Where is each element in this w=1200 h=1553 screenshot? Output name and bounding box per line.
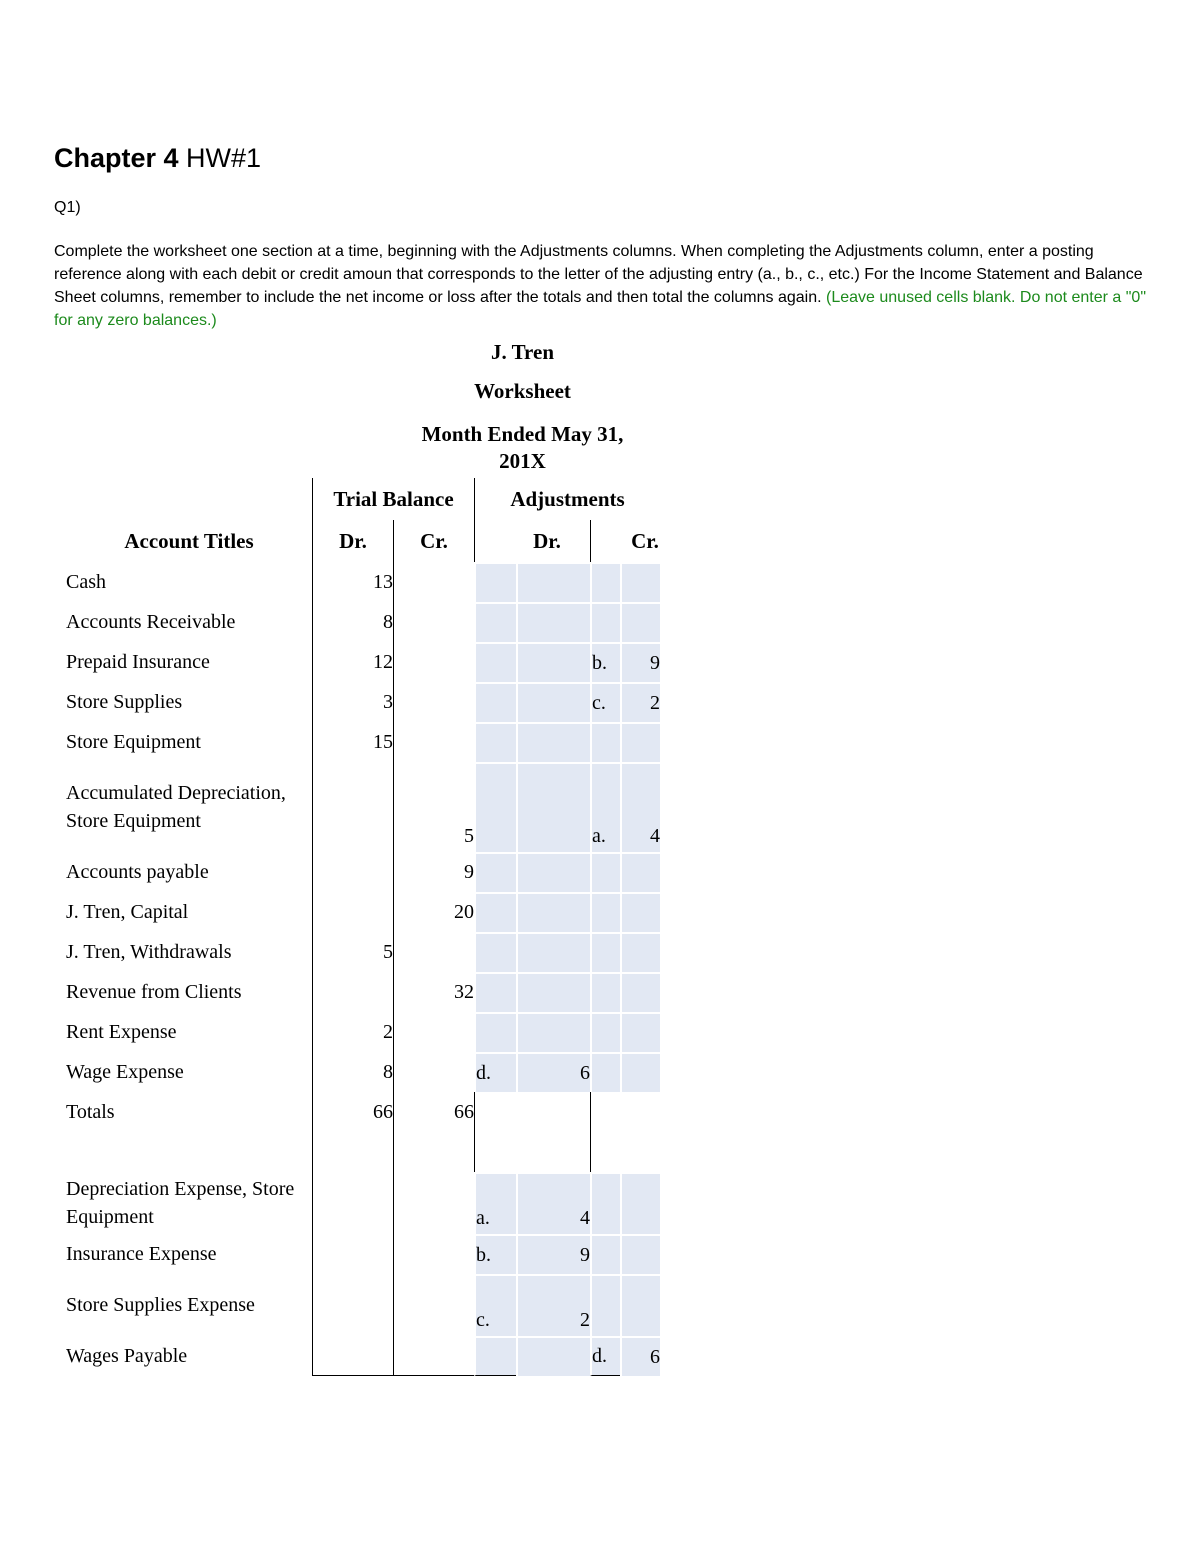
header-adj-cr: Cr. bbox=[590, 520, 660, 562]
adj-credit-amount-blank bbox=[620, 1092, 660, 1132]
adj-credit-ref-input[interactable] bbox=[590, 602, 620, 642]
account-title: Store Supplies bbox=[66, 691, 183, 713]
adj-credit-amount-input[interactable]: 2 bbox=[620, 682, 660, 722]
tb-credit: 5 bbox=[393, 762, 474, 852]
tb-credit bbox=[393, 932, 474, 972]
worksheet-row bbox=[66, 892, 660, 932]
adj-debit-amount-input[interactable] bbox=[516, 642, 590, 682]
adj-credit-ref-blank bbox=[590, 1092, 620, 1132]
adj-credit-ref-input[interactable]: d. bbox=[590, 1336, 620, 1376]
adj-debit-ref-input[interactable]: c. bbox=[474, 1274, 516, 1336]
account-title: Accounts payable bbox=[66, 861, 209, 883]
adj-credit-ref-input[interactable] bbox=[590, 972, 620, 1012]
adj-debit-amount-input[interactable] bbox=[516, 562, 590, 602]
worksheet-row bbox=[66, 1336, 660, 1376]
adj-credit-ref-input[interactable] bbox=[590, 722, 620, 762]
tb-debit bbox=[312, 1234, 393, 1274]
worksheet-period-line1: Month Ended May 31, bbox=[421, 422, 624, 446]
tb-credit bbox=[393, 682, 474, 722]
header-account-titles: Account Titles bbox=[124, 528, 254, 553]
tb-debit bbox=[312, 762, 393, 852]
tb-debit bbox=[312, 972, 393, 1012]
account-title: Depreciation Expense, Store Equipment bbox=[66, 1178, 295, 1228]
instructions bbox=[54, 240, 1164, 332]
adj-credit-amount-blank bbox=[620, 1132, 660, 1172]
adj-debit-ref-input[interactable] bbox=[474, 1336, 516, 1376]
adj-credit-amount-input[interactable] bbox=[620, 1172, 660, 1234]
worksheet-row bbox=[66, 852, 660, 892]
tb-debit: 8 bbox=[312, 602, 393, 642]
account-title: Wage Expense bbox=[66, 1061, 184, 1083]
tb-debit: 5 bbox=[312, 932, 393, 972]
adj-debit-amount-input[interactable] bbox=[516, 682, 590, 722]
adj-credit-amount-input[interactable] bbox=[620, 892, 660, 932]
adj-debit-ref-input[interactable] bbox=[474, 722, 516, 762]
tb-credit bbox=[393, 1132, 474, 1172]
adj-debit-ref-input[interactable] bbox=[474, 762, 516, 852]
adj-debit-amount-input[interactable]: 4 bbox=[516, 1172, 590, 1234]
account-title: Totals bbox=[66, 1101, 115, 1123]
account-title: Store Equipment bbox=[66, 731, 201, 753]
adj-credit-amount-input[interactable] bbox=[620, 1052, 660, 1092]
tb-debit: 8 bbox=[312, 1052, 393, 1092]
adj-debit-ref-input[interactable] bbox=[474, 562, 516, 602]
adj-debit-ref-input[interactable] bbox=[474, 852, 516, 892]
tb-debit bbox=[312, 1274, 393, 1336]
worksheet-period-line2: 201X bbox=[499, 449, 546, 473]
header-tb-dr: Dr. bbox=[312, 520, 393, 562]
adj-credit-amount-input[interactable] bbox=[620, 1012, 660, 1052]
account-title: Accounts Receivable bbox=[66, 611, 236, 633]
adj-debit-amount-input[interactable]: 2 bbox=[516, 1274, 590, 1336]
adj-debit-amount-input[interactable]: 9 bbox=[516, 1234, 590, 1274]
worksheet-table bbox=[66, 478, 660, 1376]
adj-debit-amount-input[interactable] bbox=[516, 762, 590, 852]
tb-credit bbox=[393, 1234, 474, 1274]
worksheet-row bbox=[66, 562, 660, 602]
tb-credit bbox=[393, 1012, 474, 1052]
adj-debit-ref-input[interactable] bbox=[474, 642, 516, 682]
adj-debit-amount-input[interactable]: 6 bbox=[516, 1052, 590, 1092]
header-adjustments: Adjustments bbox=[474, 478, 660, 520]
tb-debit bbox=[312, 1132, 393, 1172]
adj-debit-ref-input[interactable] bbox=[474, 1012, 516, 1052]
account-title: Insurance Expense bbox=[66, 1243, 217, 1265]
chapter-label: Chapter 4 bbox=[54, 143, 179, 173]
tb-credit bbox=[393, 602, 474, 642]
adj-credit-amount-input[interactable] bbox=[620, 722, 660, 762]
tb-credit bbox=[393, 1274, 474, 1336]
header-tb-cr: Cr. bbox=[393, 520, 474, 562]
adj-debit-amount-input[interactable] bbox=[516, 932, 590, 972]
account-title: J. Tren, Withdrawals bbox=[66, 941, 232, 963]
instructions-note: (Leave unused cells blank. Do not enter a "0" for any zero balances.) bbox=[54, 289, 1146, 329]
adj-credit-ref-input[interactable] bbox=[590, 1172, 620, 1234]
worksheet-row bbox=[66, 602, 660, 642]
adj-debit-ref-input[interactable] bbox=[474, 932, 516, 972]
adj-credit-amount-input[interactable] bbox=[620, 1274, 660, 1336]
account-title: Accumulated Depreciation, Store Equipment bbox=[66, 782, 286, 832]
tb-debit: 2 bbox=[312, 1012, 393, 1052]
header-spacer bbox=[66, 478, 312, 520]
adj-debit-amount-input[interactable] bbox=[516, 1336, 590, 1376]
adj-debit-ref-input[interactable] bbox=[474, 682, 516, 722]
homework-label: HW#1 bbox=[178, 143, 262, 173]
adj-credit-amount-input[interactable] bbox=[620, 562, 660, 602]
adj-debit-amount-input[interactable] bbox=[516, 1012, 590, 1052]
adj-debit-ref-blank bbox=[474, 1132, 516, 1172]
adj-credit-amount-input[interactable]: 6 bbox=[620, 1336, 660, 1376]
account-title: J. Tren, Capital bbox=[66, 901, 189, 923]
adj-credit-ref-input[interactable]: a. bbox=[590, 762, 620, 852]
tb-debit bbox=[312, 852, 393, 892]
tb-credit bbox=[393, 722, 474, 762]
account-title: Prepaid Insurance bbox=[66, 651, 210, 673]
adj-credit-amount-input[interactable] bbox=[620, 1234, 660, 1274]
worksheet-totals-row bbox=[66, 1092, 660, 1132]
adj-debit-amount-input[interactable] bbox=[516, 722, 590, 762]
adj-debit-amount-input[interactable] bbox=[516, 852, 590, 892]
account-title: Wages Payable bbox=[66, 1345, 188, 1367]
worksheet-row bbox=[66, 1274, 660, 1336]
adj-credit-ref-input[interactable] bbox=[590, 892, 620, 932]
adj-debit-amount-input[interactable] bbox=[516, 972, 590, 1012]
adj-debit-ref-input[interactable]: d. bbox=[474, 1052, 516, 1092]
tb-credit-total: 66 bbox=[393, 1092, 474, 1132]
tb-debit bbox=[312, 1336, 393, 1376]
worksheet-row bbox=[66, 1172, 660, 1234]
adj-credit-ref-input[interactable] bbox=[590, 852, 620, 892]
adj-credit-ref-input[interactable] bbox=[590, 1012, 620, 1052]
worksheet-row bbox=[66, 932, 660, 972]
adj-debit-amount-blank bbox=[516, 1132, 590, 1172]
worksheet-row bbox=[66, 762, 660, 852]
adj-credit-ref-input[interactable]: c. bbox=[590, 682, 620, 722]
account-title: Store Supplies Expense bbox=[66, 1294, 255, 1316]
adj-debit-amount-input[interactable] bbox=[516, 892, 590, 932]
adj-debit-ref-blank bbox=[474, 1092, 516, 1132]
tb-credit: 32 bbox=[393, 972, 474, 1012]
account-title: Revenue from Clients bbox=[66, 981, 242, 1003]
header-adj-dr: Dr. bbox=[474, 520, 590, 562]
account-title: Cash bbox=[66, 571, 106, 593]
adj-debit-ref-input[interactable]: b. bbox=[474, 1234, 516, 1274]
worksheet-period bbox=[390, 421, 655, 475]
tb-debit bbox=[312, 1172, 393, 1234]
adj-credit-amount-input[interactable]: 4 bbox=[620, 762, 660, 852]
adj-credit-amount-input[interactable] bbox=[620, 972, 660, 1012]
worksheet-row bbox=[66, 972, 660, 1012]
worksheet-title: Worksheet bbox=[474, 379, 571, 403]
adj-credit-amount-input[interactable] bbox=[620, 932, 660, 972]
tb-debit: 12 bbox=[312, 642, 393, 682]
adj-credit-ref-input[interactable] bbox=[590, 1274, 620, 1336]
tb-debit: 13 bbox=[312, 562, 393, 602]
question-number: Q1) bbox=[54, 199, 81, 216]
tb-credit bbox=[393, 1052, 474, 1092]
adj-credit-ref-blank bbox=[590, 1132, 620, 1172]
adj-credit-ref-input[interactable] bbox=[590, 562, 620, 602]
adj-credit-amount-input[interactable] bbox=[620, 602, 660, 642]
header-trial-balance: Trial Balance bbox=[312, 478, 474, 520]
page-title bbox=[54, 143, 261, 174]
adj-credit-ref-input[interactable] bbox=[590, 1234, 620, 1274]
tb-debit bbox=[312, 892, 393, 932]
account-title: Rent Expense bbox=[66, 1021, 177, 1043]
worksheet-row bbox=[66, 1234, 660, 1274]
tb-debit: 15 bbox=[312, 722, 393, 762]
account-title bbox=[66, 1132, 312, 1172]
worksheet-row bbox=[66, 1052, 660, 1092]
tb-credit: 20 bbox=[393, 892, 474, 932]
tb-debit: 3 bbox=[312, 682, 393, 722]
adj-credit-amount-input[interactable] bbox=[620, 852, 660, 892]
adj-debit-amount-input[interactable] bbox=[516, 602, 590, 642]
tb-credit: 9 bbox=[393, 852, 474, 892]
adj-debit-amount-blank bbox=[516, 1092, 590, 1132]
tb-debit-total: 66 bbox=[312, 1092, 393, 1132]
worksheet-company: J. Tren bbox=[490, 340, 554, 364]
adj-debit-ref-input[interactable]: a. bbox=[474, 1172, 516, 1234]
worksheet-row bbox=[66, 682, 660, 722]
tb-credit bbox=[393, 1336, 474, 1376]
adj-credit-ref-input[interactable] bbox=[590, 1052, 620, 1092]
adj-credit-ref-input[interactable]: b. bbox=[590, 642, 620, 682]
worksheet-spacer-row bbox=[66, 1132, 660, 1172]
instructions-text: Complete the worksheet one section at a time, beginning with the Adjustments columns. When completing the Adjustments column, enter a posting reference along with each debit or credit amoun that corresponds to the letter of the adjusting entry (a., b., c., etc.) For the Income Statement and Balance Sheet columns, remember to include the net income or loss after the totals and then total the columns again. bbox=[54, 243, 1143, 306]
adj-debit-ref-input[interactable] bbox=[474, 892, 516, 932]
tb-credit bbox=[393, 562, 474, 602]
tb-credit bbox=[393, 642, 474, 682]
adj-debit-ref-input[interactable] bbox=[474, 972, 516, 1012]
worksheet-row bbox=[66, 1012, 660, 1052]
worksheet-row bbox=[66, 722, 660, 762]
adj-credit-amount-input[interactable]: 9 bbox=[620, 642, 660, 682]
worksheet-row bbox=[66, 642, 660, 682]
adj-debit-ref-input[interactable] bbox=[474, 602, 516, 642]
tb-credit bbox=[393, 1172, 474, 1234]
adj-credit-ref-input[interactable] bbox=[590, 932, 620, 972]
